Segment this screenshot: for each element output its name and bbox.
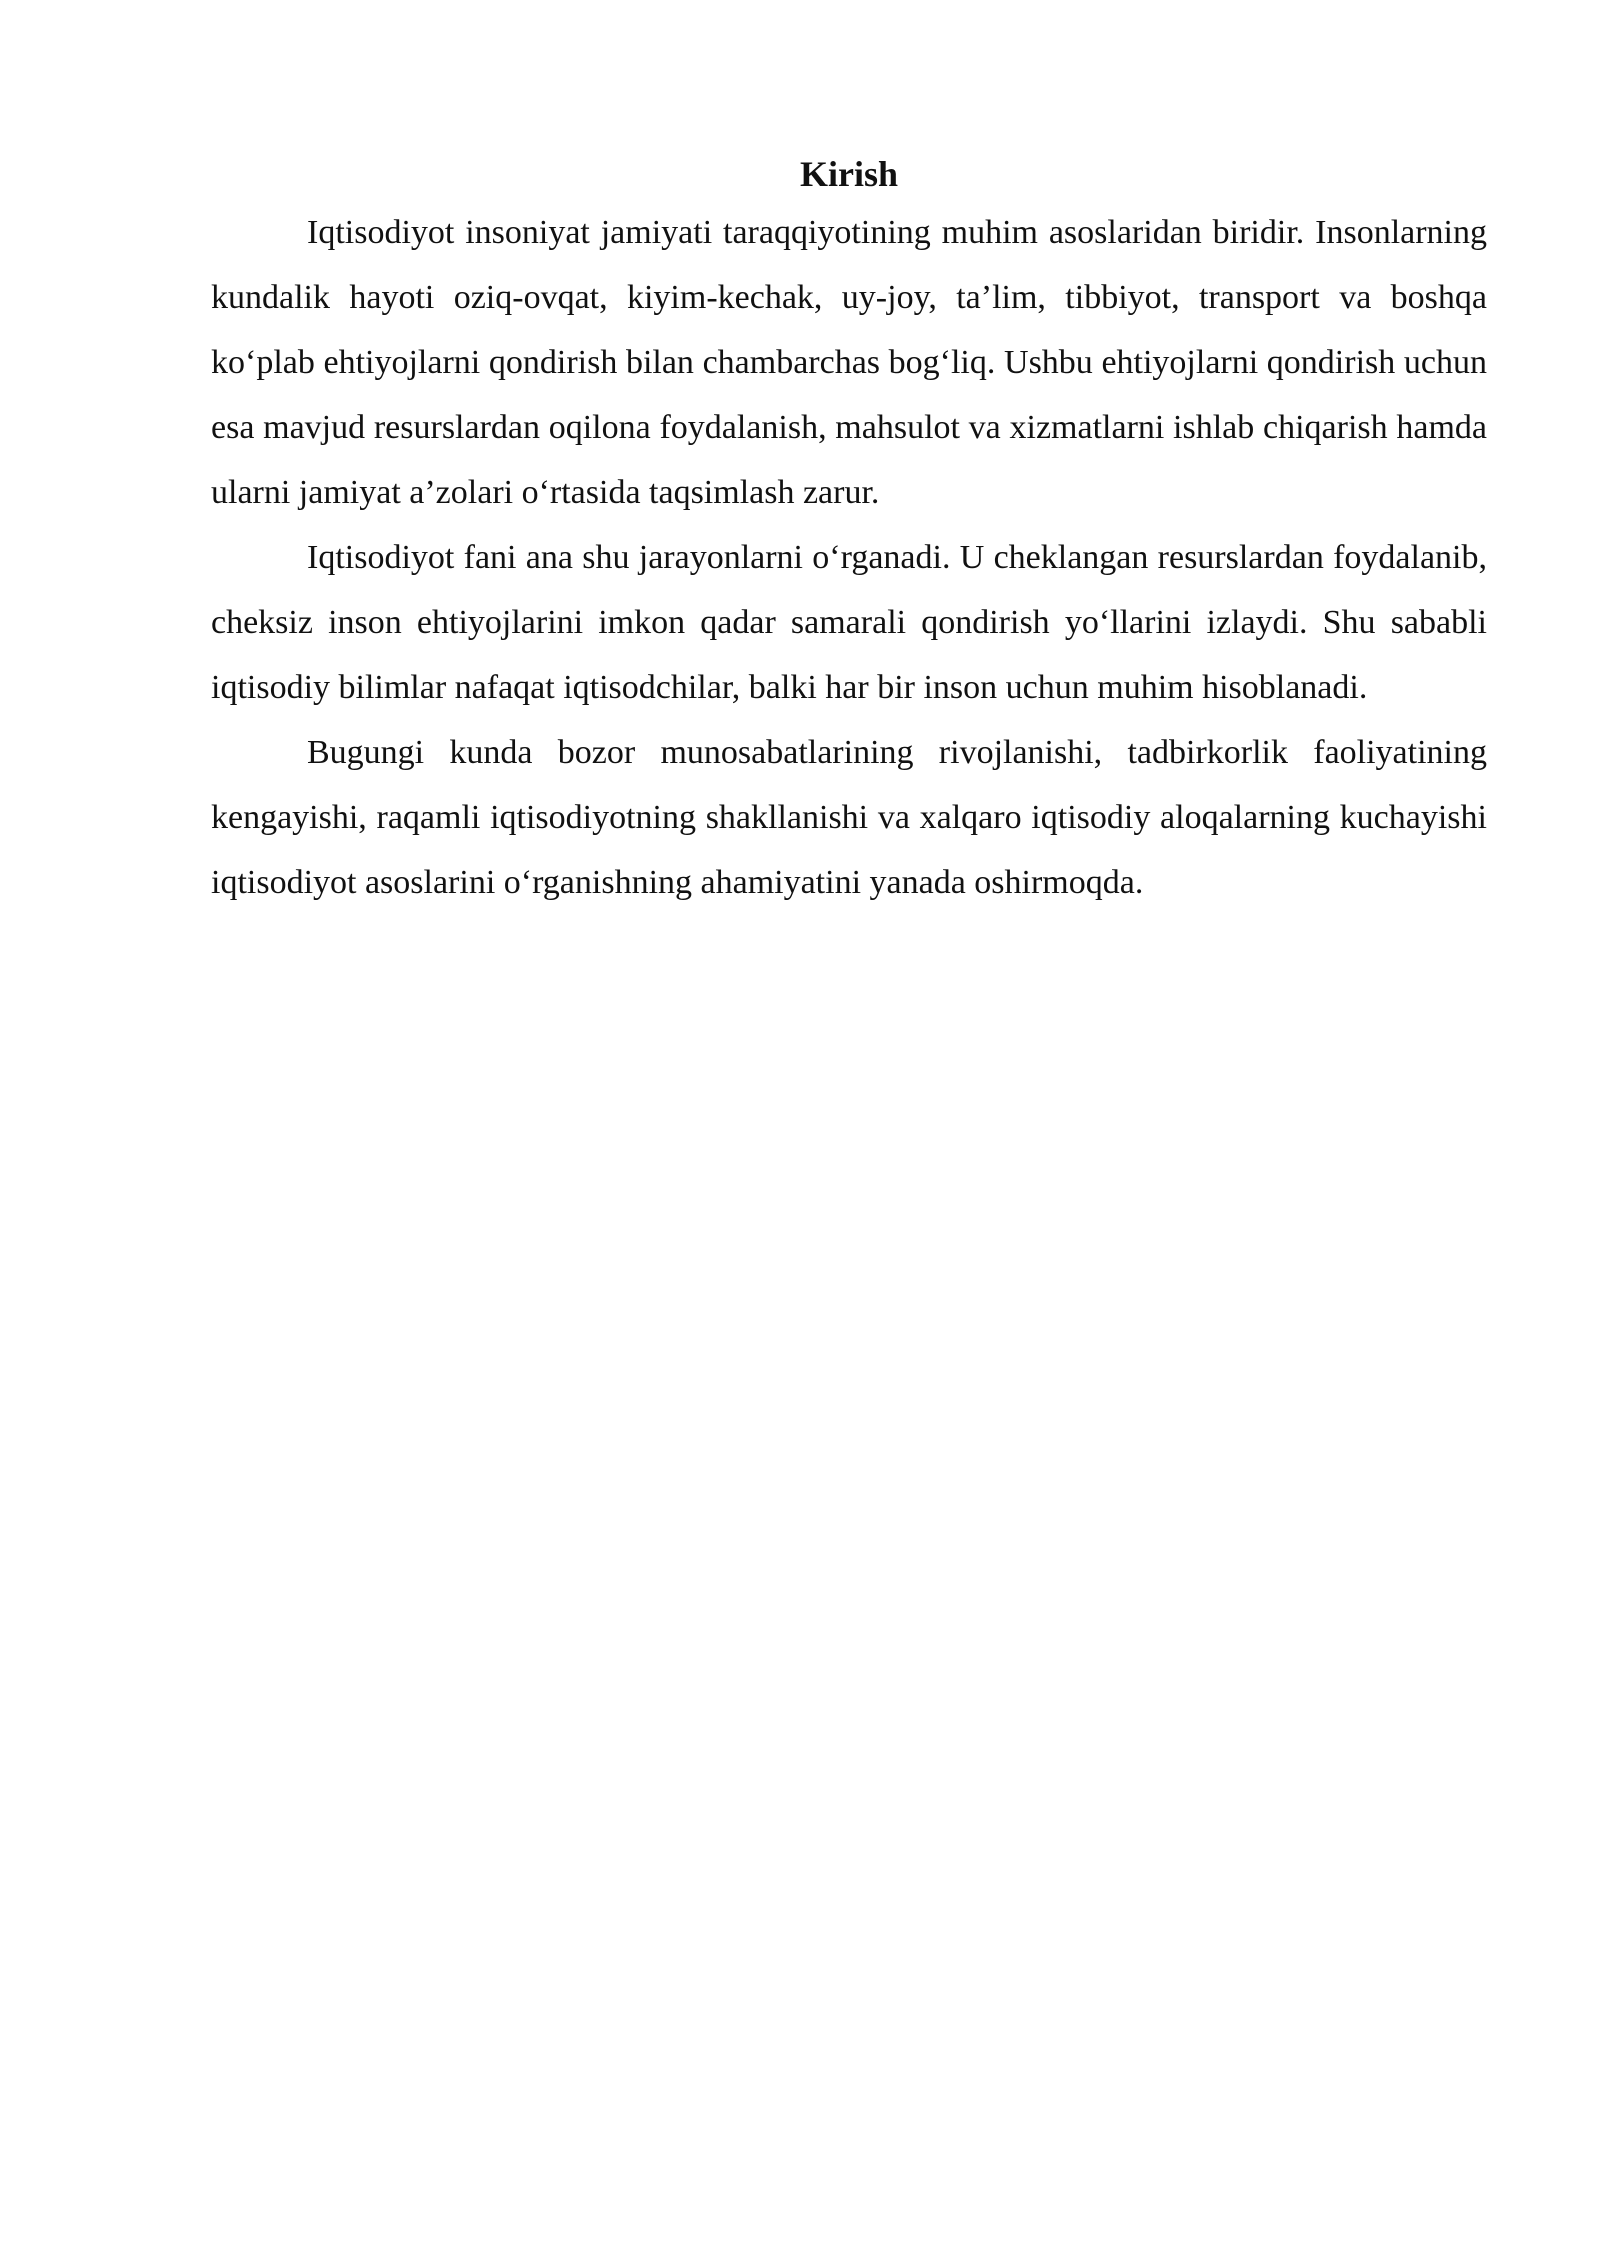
paragraph-2: Iqtisodiyot fani ana shu jarayonlarni o‘rganadi. U cheklangan resurslardan foydalanib, cheksiz inson ehtiyojlarini imkon qadar samarali qondirish yo‘llarini izlaydi. Shu sababli iqtisodiy bilimlar nafaqat iqtisodchilar, balki har bir inson uchun muhim hisoblanadi. — [211, 539, 1487, 706]
paragraph-3: Bugungi kunda bozor munosabatlarining rivojlanishi, tadbirkorlik faoliyatining kengayishi, raqamli iqtisodiyotning shakllanishi va xalqaro iqtisodiy aloqalarning kuchayishi iqtisodiyot asoslarini o‘rganishning ahamiyatini yanada oshirmoqda. — [211, 734, 1487, 901]
page-title: Kirish — [799, 154, 898, 194]
paragraph-1: Iqtisodiyot insoniyat jamiyati taraqqiyotining muhim asoslaridan biridir. Insonlarning kundalik hayoti oziq-ovqat, kiyim-kechak, uy-joy, ta’lim, tibbiyot, transport va boshqa ko‘plab ehtiyojlarni qondirish bilan chambarchas bog‘liq. Ushbu ehtiyojlarni qondirish uchun esa mavjud resurslardan oqilona foydalanish, mahsulot va xizmatlarni ishlab chiqarish hamda ularni jamiyat a’zolari o‘rtasida taqsimlash zarur. — [211, 214, 1487, 511]
document-body — [211, 148, 1487, 915]
